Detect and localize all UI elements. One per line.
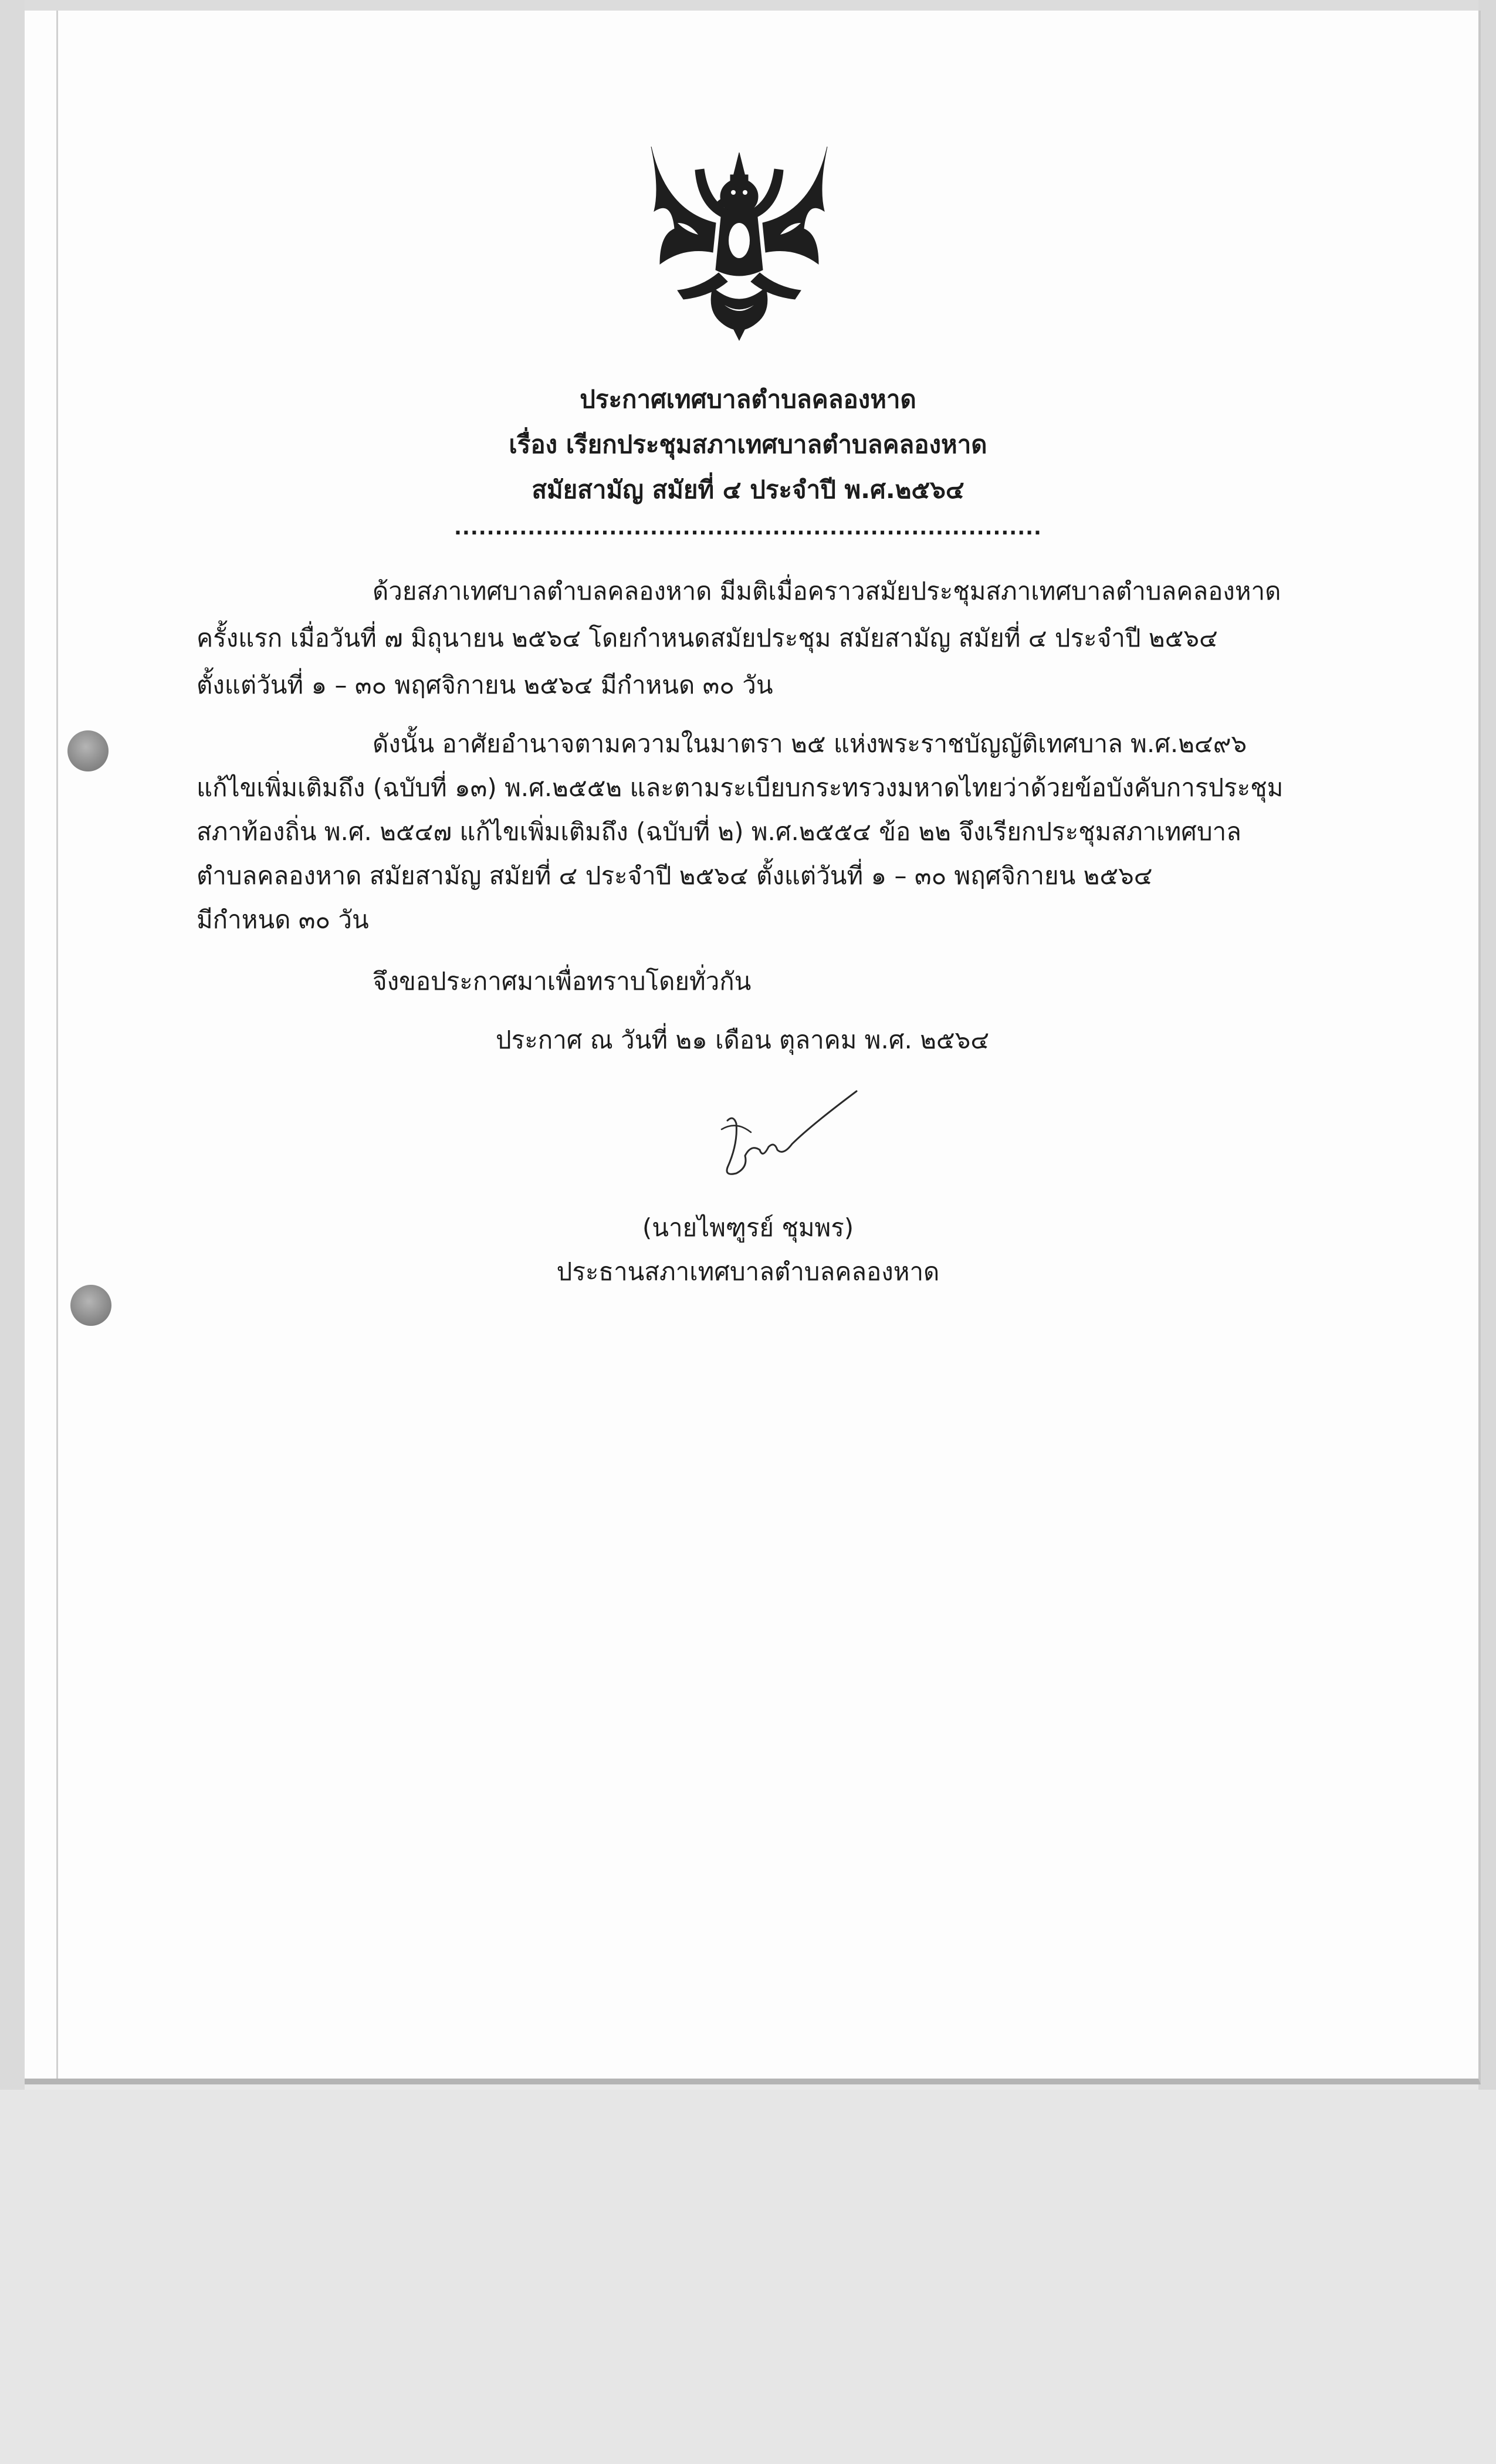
- paragraph2-line5: มีกำหนด ๓๐ วัน: [197, 905, 369, 934]
- scanner-backdrop-left: [0, 0, 25, 2090]
- paragraph1-line1: ด้วยสภาเทศบาลตำบลคลองหาด มีมติเมื่อคราวสมัยประชุมสภาเทศบาลตำบลคลองหาด: [373, 577, 1281, 605]
- paragraph2-line3: สภาท้องถิ่น พ.ศ. ๒๕๔๗ แก้ไขเพิ่มเติมถึง (ฉบับที่ ๒) พ.ศ.๒๕๕๔ ข้อ ๒๒ จึงเรียกประชุมสภาเทศบาล: [197, 817, 1241, 846]
- signatory-position: ประธานสภาเทศบาลตำบลคลองหาด: [556, 1257, 940, 1286]
- paragraph2-line1: ดังนั้น อาศัยอำนาจตามความในมาตรา ๒๕ แห่งพระราชบัญญัติเทศบาล พ.ศ.๒๔๙๖: [373, 729, 1247, 758]
- garuda-emblem-icon: [642, 135, 836, 346]
- punch-hole-icon: [67, 730, 109, 771]
- signatory-name: (นายไพฑูรย์ ชุมพร): [642, 1213, 854, 1242]
- scanner-backdrop-right: [1478, 0, 1496, 2090]
- paragraph1-line2: ครั้งแรก เมื่อวันที่ ๗ มิถุนายน ๒๕๖๔ โดยกำหนดสมัยประชุม สมัยสามัญ สมัยที่ ๔ ประจำปี ๒๕๖๔: [197, 624, 1218, 652]
- title-divider: ........................................................................: [454, 516, 1042, 540]
- announcement-date: ประกาศ ณ วันที่ ๒๑ เดือน ตุลาคม พ.ศ. ๒๕๖๔: [496, 1025, 990, 1054]
- announcement-subject: เรื่อง เรียกประชุมสภาเทศบาลตำบลคลองหาด: [509, 430, 987, 459]
- sheet-edge-line: [56, 11, 58, 2079]
- signature-icon: [710, 1079, 862, 1185]
- paragraph1-line3: ตั้งแต่วันที่ ๑ – ๓๐ พฤศจิกายน ๒๕๖๔ มีกำหนด ๓๐ วัน: [197, 671, 773, 699]
- paragraph2-line2: แก้ไขเพิ่มเติมถึง (ฉบับที่ ๑๓) พ.ศ.๒๕๕๒ และตามระเบียบกระทรวงมหาดไทยว่าด้วยข้อบังคับการประชุม: [197, 773, 1284, 802]
- announcement-session: สมัยสามัญ สมัยที่ ๔ ประจำปี พ.ศ.๒๕๖๔: [532, 475, 964, 504]
- paragraph2-line4: ตำบลคลองหาด สมัยสามัญ สมัยที่ ๔ ประจำปี ๒๕๖๔ ตั้งแต่วันที่ ๑ – ๓๐ พฤศจิกายน ๒๕๖๔: [197, 861, 1153, 890]
- announcement-title: ประกาศเทศบาลตำบลคลองหาด: [580, 385, 916, 414]
- closing-announce: จึงขอประกาศมาเพื่อทราบโดยทั่วกัน: [373, 967, 752, 996]
- scanner-backdrop-bottom: [0, 2090, 1496, 2464]
